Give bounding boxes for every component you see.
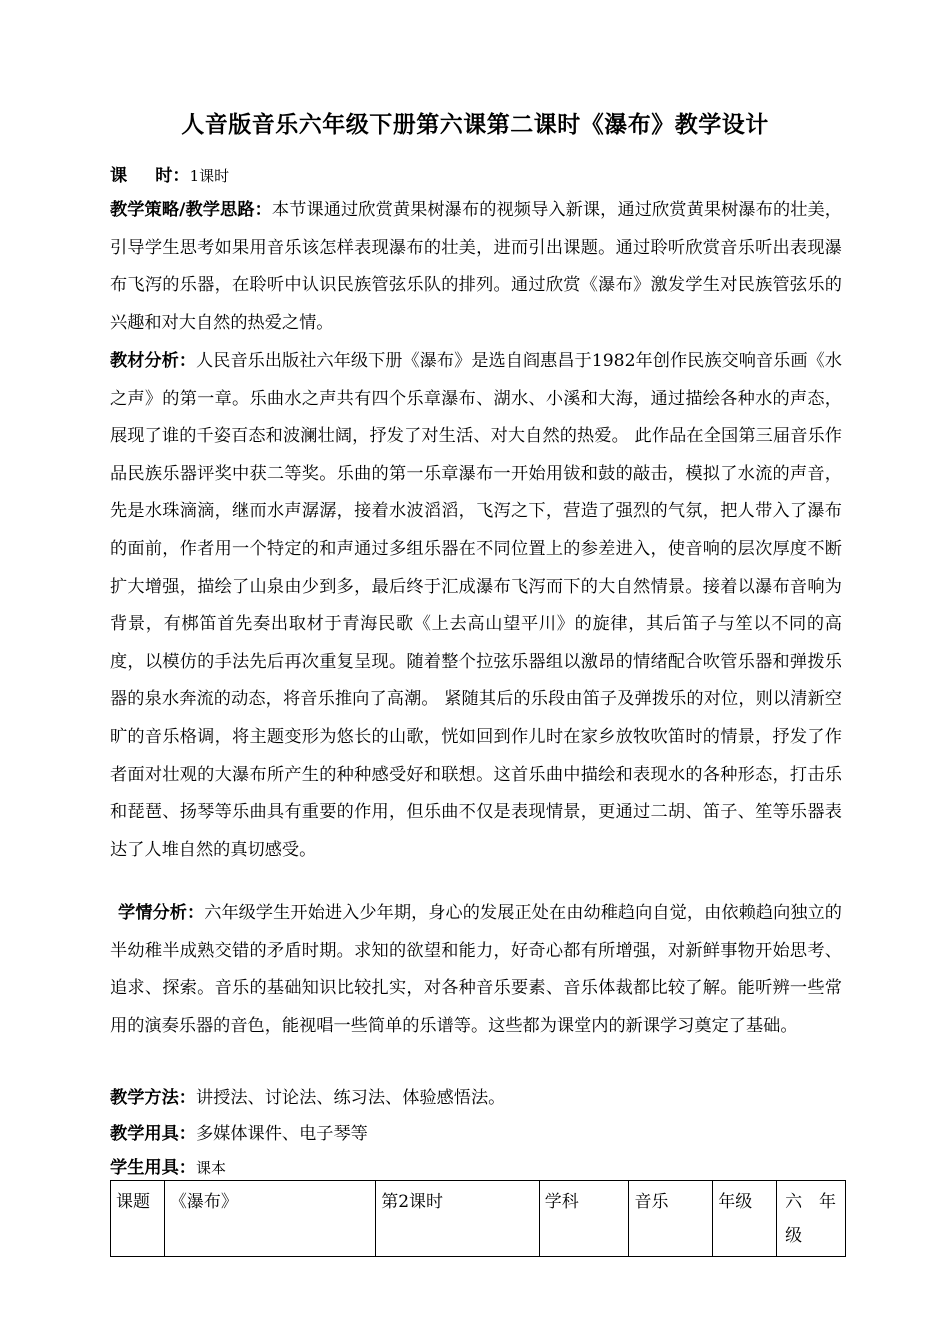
- strategy-label: 教学策略/教学思路：: [110, 200, 272, 220]
- learner-text: 六年级学生开始进入少年期，身心的发展正处在由幼稚趋向自觉，由依赖趋向独立的半幼稚半成熟交错的矛盾时期。求知的欲望和能力，好奇心都有所增强，对新鲜事物开始思考、追求、探索。音乐的基础知识比较扎实，对各种音乐要素、音乐体裁都比较了解。能听辨一些常用的演奏乐器的音色，能视唱一些简单的乐谱等。这些都为课堂内的新课学习奠定了基础。: [110, 903, 842, 1036]
- learner-label: 学情分析：: [118, 903, 205, 923]
- table-row: [111, 1181, 846, 1257]
- class-hours-line: [110, 158, 842, 196]
- analysis-paragraph: [110, 343, 842, 869]
- methods-text: 讲授法、讨论法、练习法、体验感悟法。: [195, 1088, 506, 1108]
- strategy-paragraph: [110, 192, 842, 342]
- class-hours-label-a: 课: [110, 166, 128, 186]
- table-cell-subject: 音乐: [629, 1181, 713, 1257]
- table-cell-topic: 《瀑布》: [164, 1181, 375, 1257]
- table-cell-grade-label: 年级: [713, 1181, 777, 1257]
- learner-paragraph: [110, 895, 842, 1045]
- tools-text: 多媒体课件、电子琴等: [195, 1124, 368, 1144]
- page-title: 人音版音乐六年级下册第六课第二课时《瀑布》教学设计: [181, 111, 769, 138]
- tools-line: [110, 1116, 842, 1154]
- analysis-text: 人民音乐出版社六年级下册《瀑布》是选自阎惠昌于1982年创作民族交响音乐画《水之声》的第一章。乐曲水之声共有四个乐章瀑布、湖水、小溪和大海，通过描绘各种水的声态，展现了谁的千姿百态和波澜壮阔，抒发了对生活、对大自然的热爱。 此作品在全国第三届音乐作品民族乐器评奖中获二等奖。乐曲的第一乐章瀑布一开始用钹和鼓的敲击，模拟了水流的声音，先是水珠滴滴，继而水声潺潺，接着水波滔滔，飞泻之下，营造了强烈的气氛，把人带入了瀑布的面前，作者用一个特定的和声通过多组乐器在不同位置上的参差进入，使音响的层次厚度不断扩大增强，描绘了山泉由少到多，最后终于汇成瀑布飞泻而下的大自然情景。接着以瀑布音响为背景，有梆笛首先奏出取材于青海民歌《上去高山望平川》的旋律，其后笛子与笙以不同的高度，以模仿的手法先后再次重复呈现。随着整个拉弦乐器组以激昂的情绪配合吹管乐器和弹拨乐器的泉水奔流的动态，将音乐推向了高潮。 紧随其后的乐段由笛子及弹拨乐的对位，则以清新空旷的音乐格调，将主题变形为悠长的山歌，恍如回到作儿时在家乡放牧吹笛时的情景，抒发了作者面对壮观的大瀑布所产生的种种感受好和联想。这首乐曲中描绘和表现水的各种形态，打击乐和琵琶、扬琴等乐曲具有重要的作用，但乐曲不仅是表现情景，更通过二胡、笛子、笙等乐器表达了人堆自然的真切感受。: [110, 351, 842, 860]
- methods-label: 教学方法：: [110, 1088, 196, 1108]
- strategy-text: 本节课通过欣赏黄果树瀑布的视频导入新课，通过欣赏黄果树瀑布的壮美，引导学生思考如果用音乐该怎样表现瀑布的壮美，进而引出课题。通过聆听欣赏音乐听出表现瀑布飞泻的乐器，在聆听中认识民族管弦乐队的排列。通过欣赏《瀑布》激发学生对民族管弦乐的兴趣和对大自然的热爱之情。: [110, 200, 842, 333]
- tools-label: 教学用具：: [110, 1124, 196, 1144]
- class-hours-label-b: 时：: [155, 166, 190, 186]
- table-cell-topic-label: 课题: [111, 1181, 165, 1257]
- table-cell-grade: 六 年级: [777, 1181, 846, 1257]
- table-cell-subject-label: 学科: [539, 1181, 629, 1257]
- lesson-info-table: [110, 1180, 846, 1257]
- student-tools-text: 课本: [195, 1159, 226, 1177]
- class-hours-value: 1课时: [189, 167, 230, 185]
- student-tools-label: 学生用具：: [110, 1158, 196, 1178]
- analysis-label: 教材分析：: [110, 351, 197, 371]
- table-cell-period: 第2课时: [376, 1181, 539, 1257]
- methods-line: [110, 1080, 842, 1118]
